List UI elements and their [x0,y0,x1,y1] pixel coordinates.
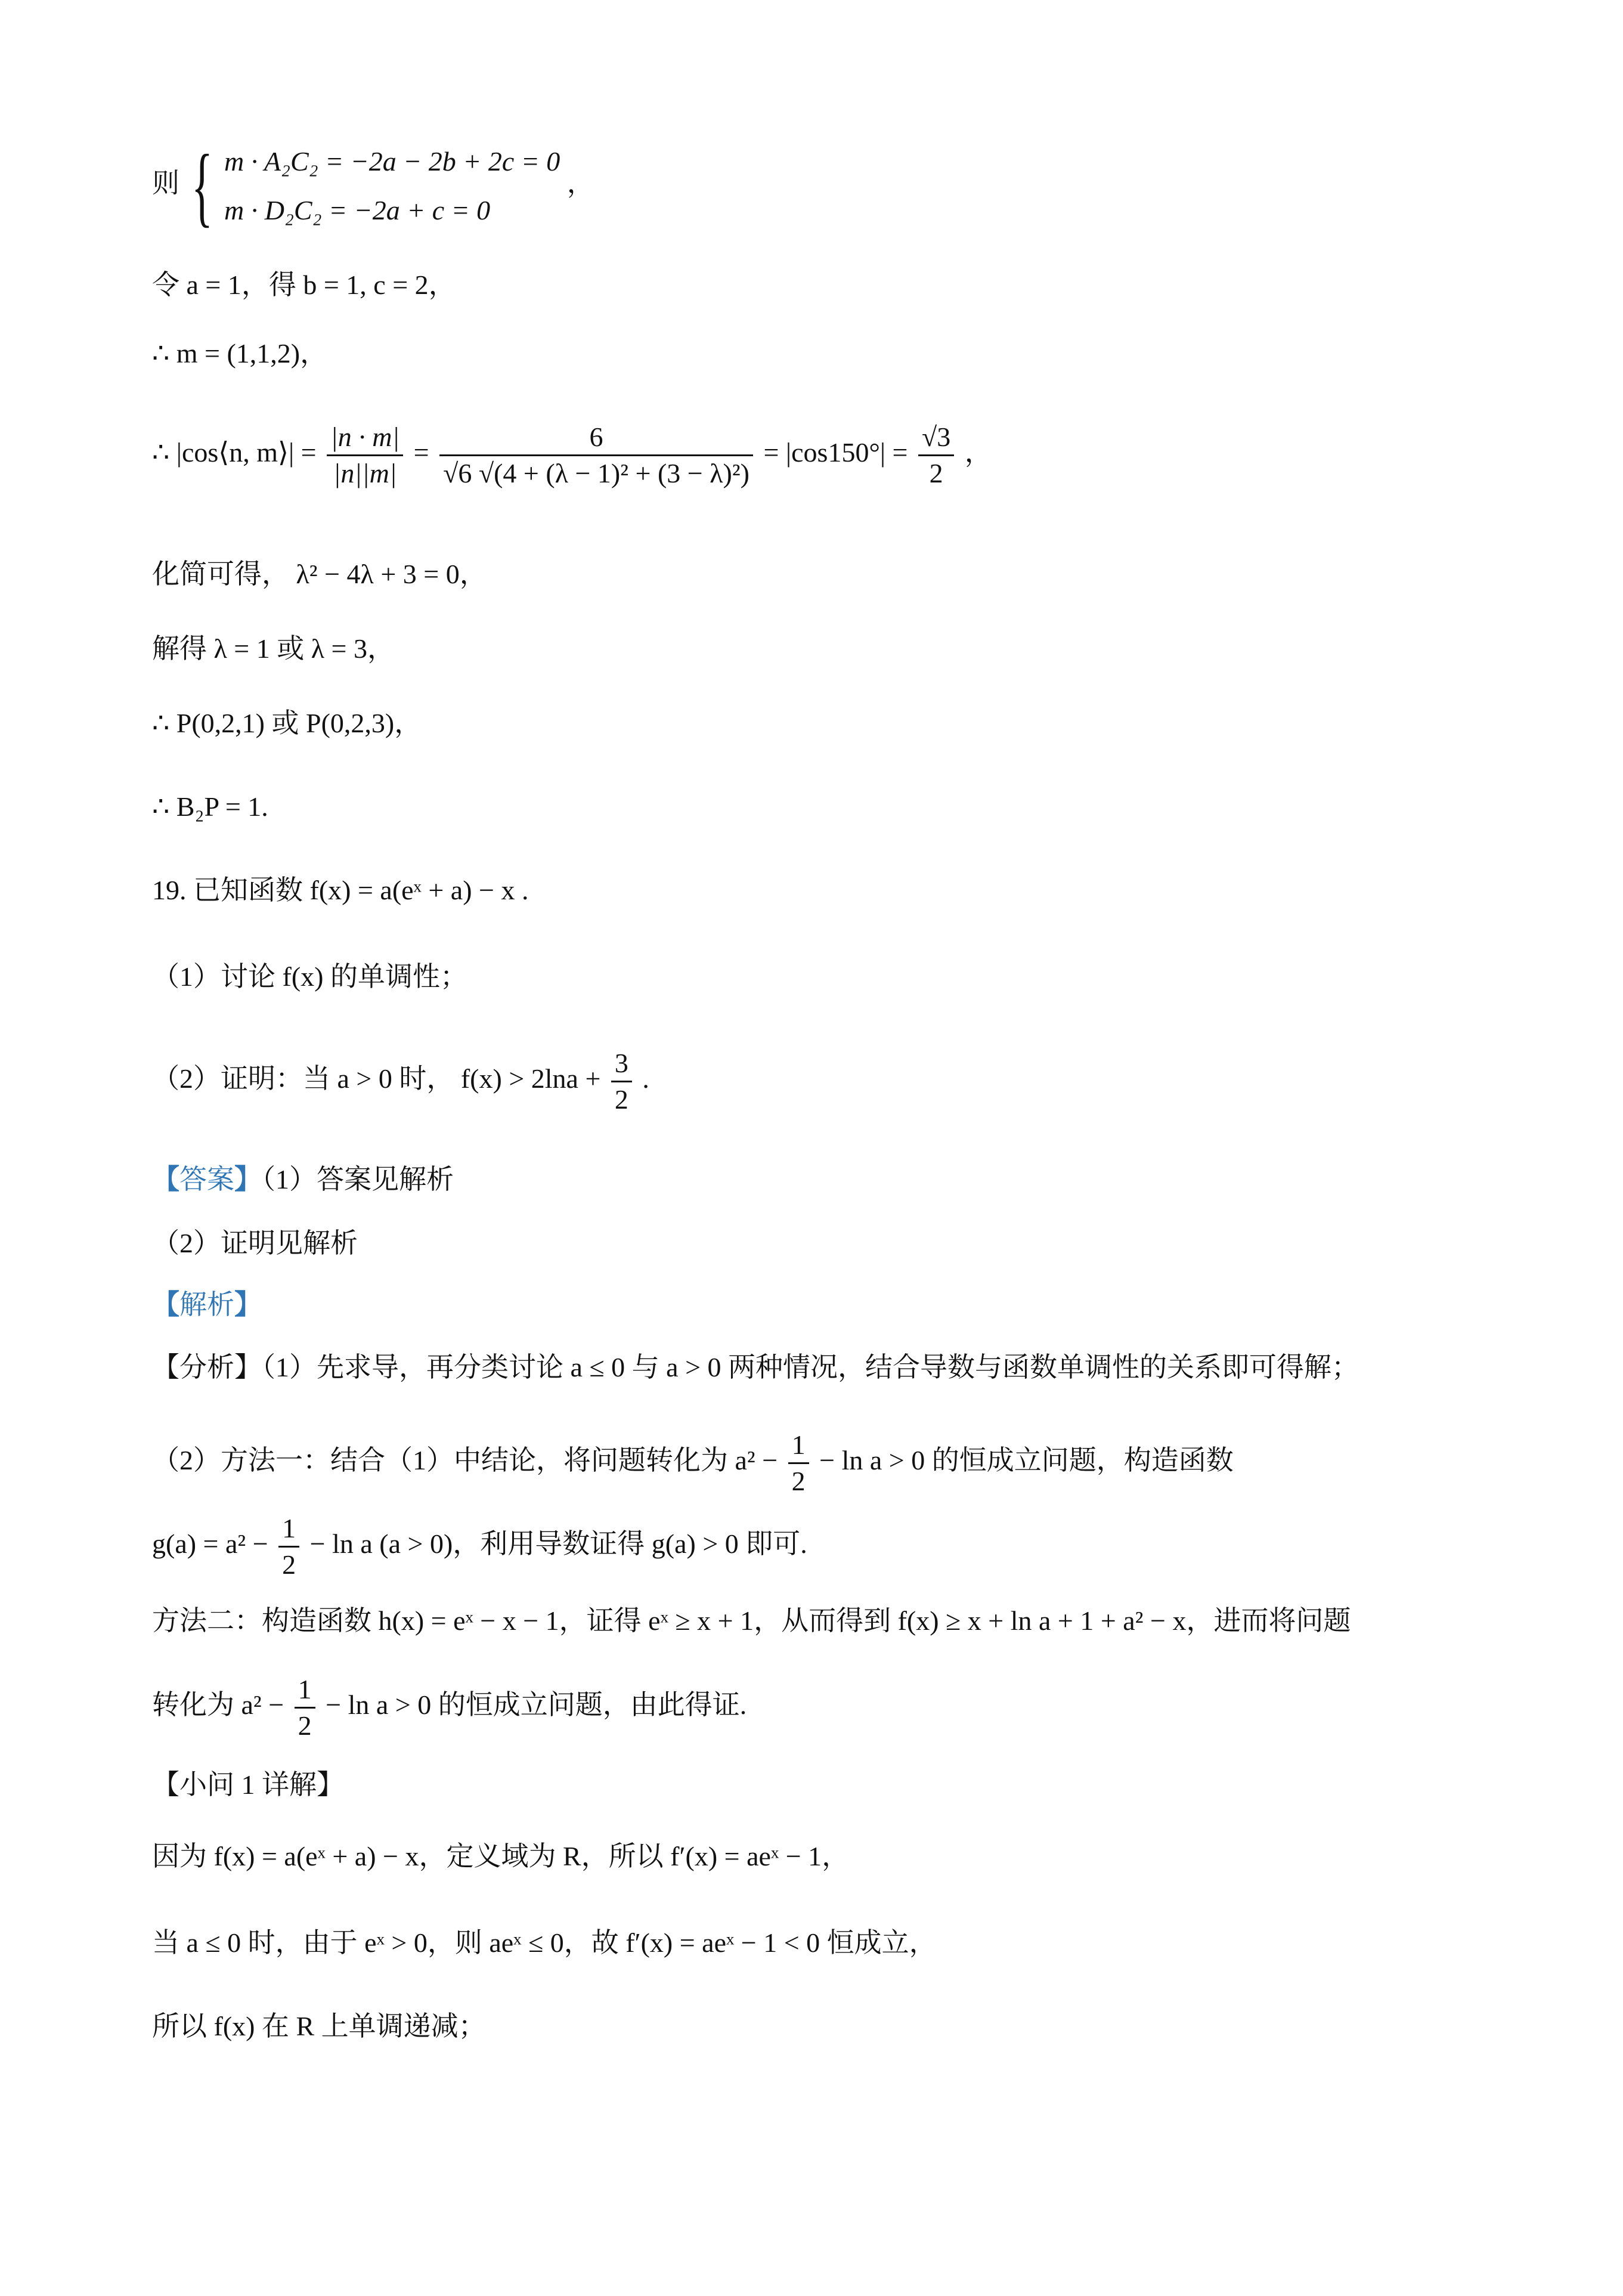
sub1-line-2: 当 a ≤ 0 时，由于 eˣ > 0，则 aeˣ ≤ 0，故 f′(x) = aeˣ − 1 < 0 恒成立， [152,1927,937,1958]
frac-num: 6 [439,423,753,456]
punct: ， [566,168,594,199]
frac-den: 2 [614,1084,628,1115]
line-cos-formula: ∴ |cos⟨n, m⟩| = $\frac{|n \cdot m|}{|n||m|}$ = $\frac{6}{\text{√6 √(4 + (λ − 1)² + (3 − λ)²)}}$ = |cos150°| = $\frac{√3}{2}$ ， [152,422,992,488]
fraction-1-over-2 [788,1431,809,1495]
question-19-stem: 19. 已知函数 f(x) = a(eˣ + a) − x . [152,875,529,905]
sub1-line-1: 因为 f(x) = a(eˣ + a) − x，定义域为 R，所以 f′(x) = aeˣ − 1， [152,1841,850,1871]
bracket-right: 】 [234,1289,262,1320]
frac-den: 2 [298,1710,312,1741]
punct: . [642,1063,649,1094]
frac-num: 3 [611,1050,632,1082]
line-b2p: ∴ B₂P = 1. [152,791,268,822]
frac-den: 2 [791,1466,806,1496]
frac-den: √6 √(4 + (λ − 1)² + (3 − λ)²) [443,458,749,488]
fenxi-line-2 [152,1431,1234,1495]
bracket-left: 【 [152,1164,179,1195]
text: （1）先求导，再分类讨论 a ≤ 0 与 a > 0 两种情况，结合导数与函数单调性的关系即可得解； [262,1352,1359,1382]
analysis-heading [152,1291,262,1319]
text: （2）方法一：结合（1）中结论，将问题转化为 a² − [152,1445,778,1476]
fraction-1-over-2 [295,1676,315,1740]
frac-den: |n||m| [333,458,397,488]
method-2-line-2 [152,1676,747,1740]
punct: ， [964,437,992,468]
frac-den: 2 [282,1549,296,1580]
fenxi-tag: 分析 [179,1352,234,1382]
text: （2）证明：当 a > 0 时， f(x) > 2lna + [152,1063,601,1094]
fenxi-line-1: 【分析】（1）先求导，再分类讨论 a ≤ 0 与 a > 0 两种情况，结合导数与函数单调性的关系即可得解； [152,1352,1359,1382]
answer-line-2: （2）证明见解析 [152,1228,358,1258]
equation-system-line [152,137,594,235]
method-2-line-1: 方法二：构造函数 h(x) = eˣ − x − 1，证得 eˣ ≥ x + 1，从而得到 f(x) ≥ x + ln a + 1 + a² − x，进而将问题 [152,1605,1351,1636]
fraction-1-over-2 [278,1515,299,1579]
equation-2: m · D₂C₂ = −2a + c = 0 [224,195,491,225]
bracket-left: 【 [152,1289,179,1320]
answer-line-1 [152,1166,454,1193]
line-solve-lambda: 解得 λ = 1 或 λ = 3， [152,633,395,664]
label-ze: 则 [152,168,179,199]
text: − ln a > 0 的恒成立问题，由此得证. [326,1689,747,1721]
left-brace: { [191,137,213,236]
fraction-3-over-2 [611,1050,632,1113]
line-simplify: 化简可得， λ² − 4λ + 3 = 0， [152,559,487,589]
text: g(a) = a² − [152,1528,268,1559]
analysis-tag: 解析 [179,1289,234,1320]
text: 转化为 a² − [152,1689,284,1721]
frac-num: 1 [788,1431,809,1464]
line-let-a: 令 a = 1，得 b = 1, c = 2， [152,270,456,300]
frac-den: 2 [929,458,943,488]
line-vector-m: ∴ m = (1,1,2)， [152,338,328,369]
text: − ln a > 0 的恒成立问题，构造函数 [819,1445,1234,1476]
question-19-part-1: （1）讨论 f(x) 的单调性； [152,961,467,992]
frac-num: |n · m| [327,423,403,456]
equation-system [224,137,560,235]
cos-lhs: ∴ |cos⟨n, m⟩| = [152,437,317,468]
sub1-line-3: 所以 f(x) 在 R 上单调递减； [152,2011,486,2041]
answer-tag: 答案 [179,1164,234,1195]
text: − ln a (a > 0)，利用导数证得 g(a) > 0 即可. [309,1528,807,1559]
line-point-p: ∴ P(0,2,1) 或 P(0,2,3)， [152,708,422,738]
frac-num: 1 [295,1676,315,1709]
fraction-dot-over-norms [327,423,403,487]
question-19-part-2 [152,1050,649,1113]
equation-1: m · A₂C₂ = −2a − 2b + 2c = 0 [224,146,560,177]
frac-num: √3 [918,423,954,456]
frac-num: 1 [278,1515,299,1548]
bracket-right: 】 [234,1164,262,1195]
fenxi-line-3 [152,1515,807,1579]
cos150: = |cos150°| = [763,437,908,468]
fraction-six-over-root [439,423,753,487]
answer-part-1: （1）答案见解析 [262,1164,454,1195]
sub-question-1-heading: 【小问 1 详解】 [152,1769,344,1800]
fraction-root3-over-2 [918,423,954,487]
